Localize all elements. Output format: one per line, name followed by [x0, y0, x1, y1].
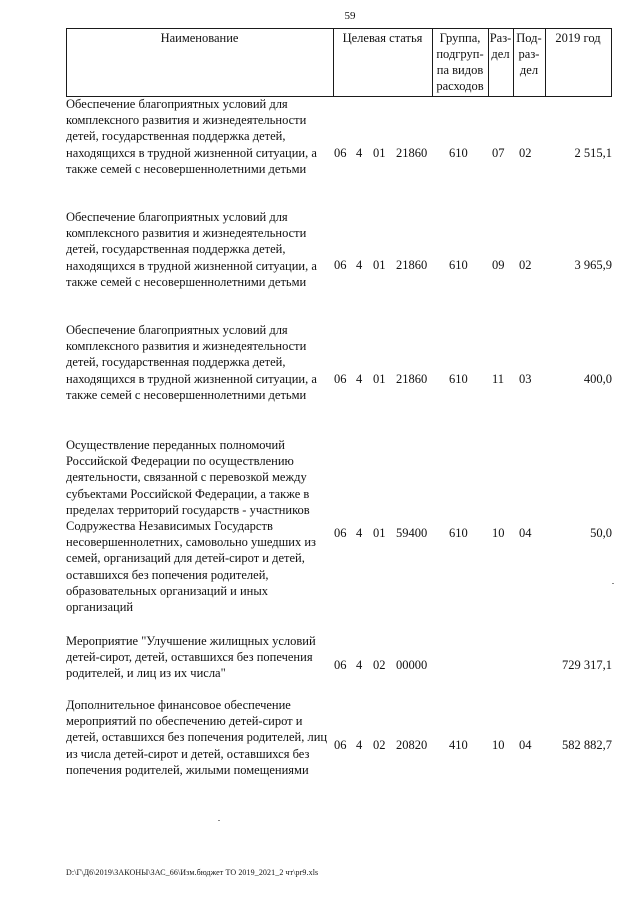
header-subsection-1: Под-	[516, 31, 542, 45]
header-name: Наименование	[160, 31, 239, 45]
row-program: 06	[334, 738, 347, 752]
row-amount: 50,0	[590, 526, 612, 540]
row-main: 01	[373, 372, 386, 386]
row-group: 610	[449, 146, 468, 160]
row-section: 07	[492, 146, 505, 160]
header-group-4: расходов	[436, 79, 484, 93]
row-name: Обеспечение благоприятных условий для комплексного развития и жизнедеятельности детей, государственная поддержка детей, находящихся в трудной жизненной ситуации, а также семей с несовершеннолетними детьми	[66, 97, 317, 176]
row-amount: 729 317,1	[562, 658, 612, 672]
row-main: 01	[373, 146, 386, 160]
row-section: 11	[492, 372, 505, 386]
row-subprogram: 4	[356, 658, 363, 672]
page-number: 59	[344, 10, 356, 22]
row-name: Обеспечение благоприятных условий для комплексного развития и жизнедеятельности детей, государственная поддержка детей, находящихся в трудной жизненной ситуации, а также семей с несовершеннолетними детьми	[66, 323, 317, 402]
row-subsection: 03	[519, 372, 532, 386]
row-group: 610	[449, 526, 468, 540]
row-name: Мероприятие "Улучшение жилищных условий детей-сирот, детей, оставшихся без попечения родителей, и лиц из их числа"	[66, 634, 316, 681]
row-subsection: 02	[519, 258, 532, 272]
row-program: 06	[334, 258, 347, 272]
row-main: 01	[373, 258, 386, 272]
header-right-border	[611, 28, 612, 96]
header-group-2: подгруп-	[436, 47, 484, 61]
header-group-1: Группа,	[439, 31, 481, 45]
row-section: 09	[492, 258, 505, 272]
row-subsection: 04	[519, 526, 532, 540]
row-program: 06	[334, 526, 347, 540]
scan-speck	[218, 820, 220, 821]
row-main: 02	[373, 738, 386, 752]
row-main: 01	[373, 526, 386, 540]
row-program: 06	[334, 146, 347, 160]
row-main: 02	[373, 658, 386, 672]
header-top-border	[66, 28, 612, 29]
row-group: 610	[449, 258, 468, 272]
header-section-1: Раз-	[489, 31, 512, 45]
row-program: 06	[334, 658, 347, 672]
row-direction: 20820	[396, 738, 428, 752]
row-section: 10	[492, 526, 505, 540]
header-subsection-3: дел	[519, 63, 539, 77]
row-name: Осуществление переданных полномочий Российской Федерации по осуществлению деятельности, связанной с перевозкой между субъектами Российской Федерации, а также в пределах территорий государств - участников Содружества Независимых Государств несовершеннолетних, самовольно ушедших из семей, организаций для детей-сирот и детей, оставшихся без попечения родителей, образовательных организаций и иных организаций	[66, 438, 316, 615]
row-program: 06	[334, 372, 347, 386]
row-group: 410	[449, 738, 468, 752]
row-amount: 3 965,9	[574, 258, 612, 272]
row-direction: 00000	[396, 658, 428, 672]
row-direction: 21860	[396, 258, 428, 272]
row-subprogram: 4	[356, 372, 363, 386]
row-amount: 582 882,7	[562, 738, 612, 752]
header-subsection-2: раз-	[518, 47, 540, 61]
file-path-footer: D:\Г\Д6\2019\ЗАКОНЫ\ЗАС_66\Изм.бюджет ТО 2019_2021_2 чт\pr9.xls	[66, 868, 319, 877]
table-header	[0, 0, 640, 100]
header-section-2: дел	[491, 47, 510, 61]
row-direction: 21860	[396, 372, 428, 386]
row-direction: 21860	[396, 146, 428, 160]
row-amount: 400,0	[583, 372, 612, 386]
row-subprogram: 4	[356, 258, 363, 272]
row-subsection: 02	[519, 146, 532, 160]
scan-speck	[612, 583, 614, 584]
row-subprogram: 4	[356, 738, 363, 752]
row-section: 10	[492, 738, 505, 752]
header-target: Целевая статья	[342, 31, 423, 45]
row-amount: 2 515,1	[574, 146, 612, 160]
row-subsection: 04	[519, 738, 532, 752]
row-subprogram: 4	[356, 526, 363, 540]
header-year: 2019 год	[555, 31, 601, 45]
header-group-3: па видов	[436, 63, 484, 77]
row-subprogram: 4	[356, 146, 363, 160]
row-direction: 59400	[396, 526, 428, 540]
row-name: Дополнительное финансовое обеспечение мероприятий по обеспечению детей-сирот и детей, оставшихся без попечения родителей, лиц из числа детей-сирот и детей, оставшихся без попечения родителей, жилыми помещениями	[66, 698, 328, 777]
row-name: Обеспечение благоприятных условий для комплексного развития и жизнедеятельности детей, государственная поддержка детей, находящихся в трудной жизненной ситуации, а также семей с несовершеннолетними детьми	[66, 210, 317, 289]
row-group: 610	[449, 372, 468, 386]
